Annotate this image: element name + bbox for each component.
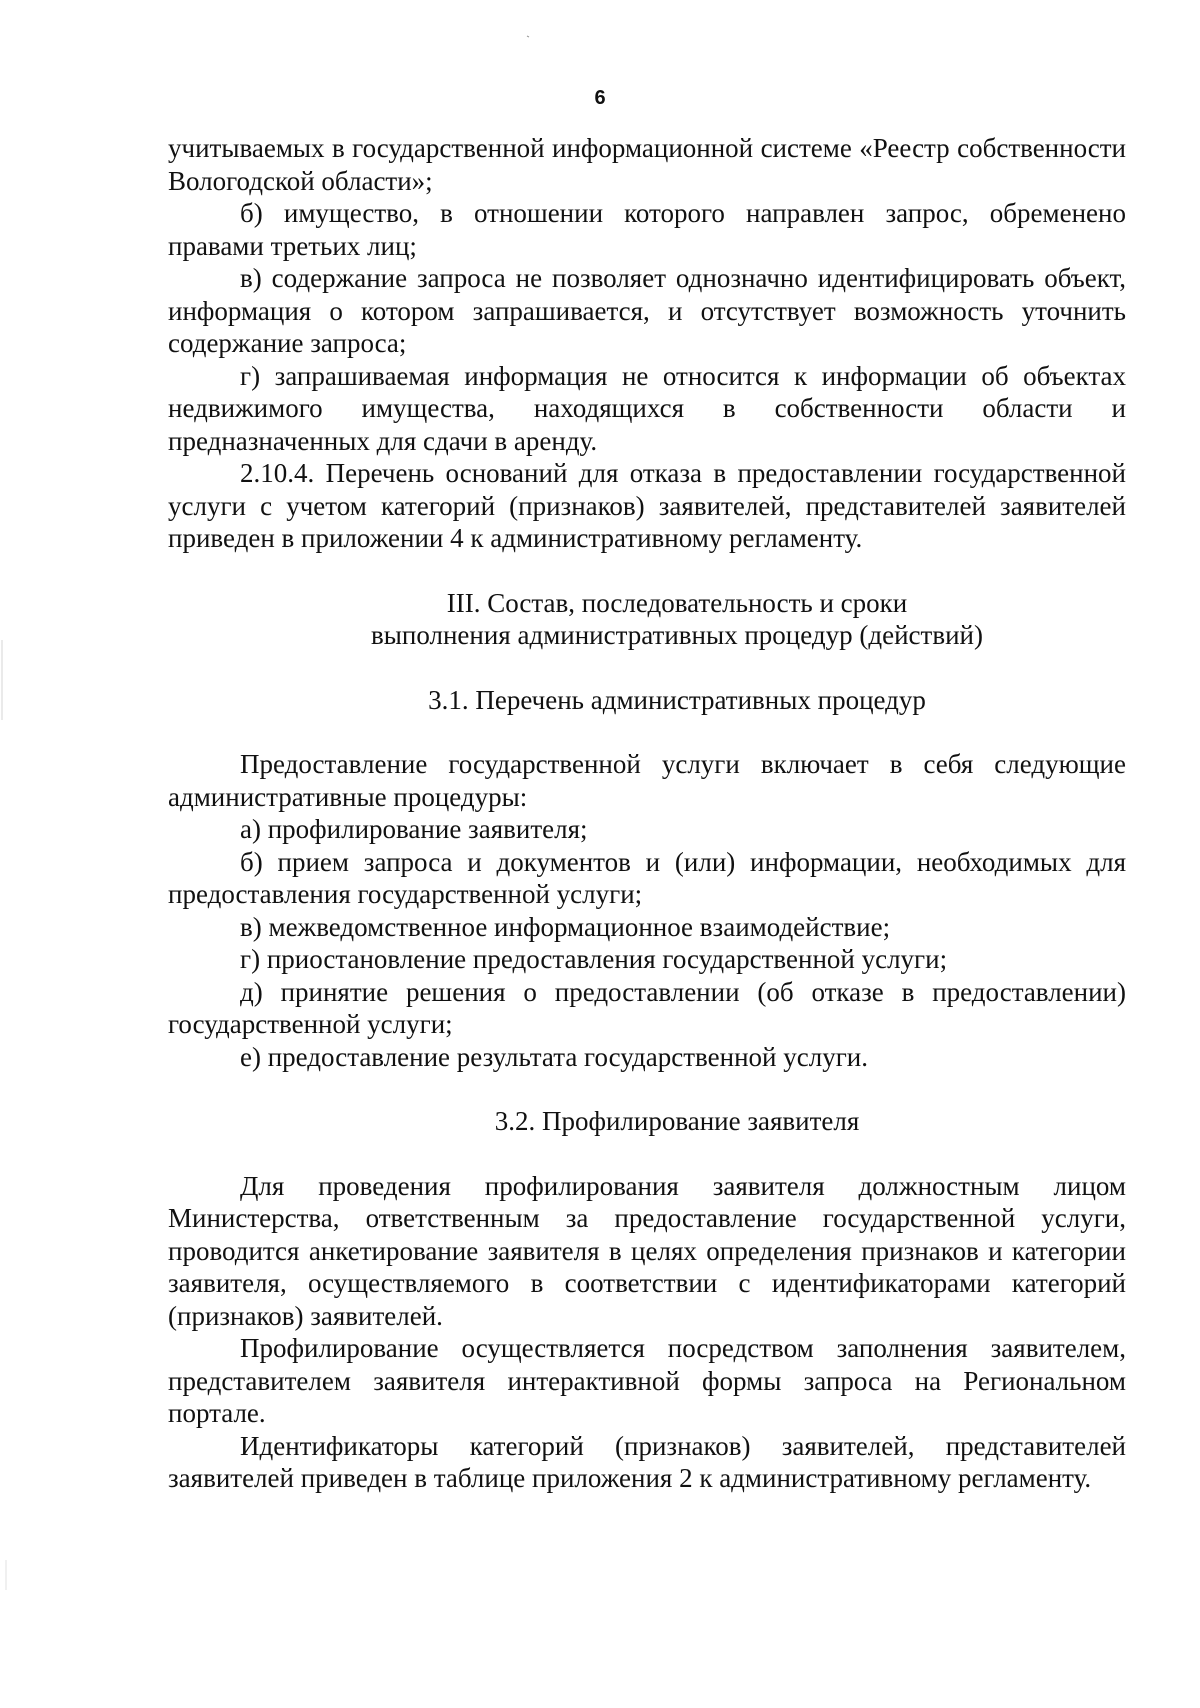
paragraph-profiling-purpose: Для проведения профилирования заявителя должностным лицом Министерства, ответственным за предоставление государственной услуги, проводится анкетирование заявителя в целях определения признаков и категории заявителя, осуществляемого в соответствии с идентификаторами категорий (признаков) заявителей. bbox=[168, 1170, 1126, 1331]
section-3-1-title: 3.1. Перечень административных процедур bbox=[428, 684, 926, 715]
list-item-a: а) профилирование заявителя; bbox=[240, 814, 588, 844]
paragraph-item-b-encumbrance: б) имущество, в отношении которого направлен запрос, обременено правами третьих лиц; bbox=[168, 198, 1126, 261]
list-item-d: д) принятие решения о предоставлении (об отказе в предоставлении) государственной услуги; bbox=[168, 976, 1126, 1039]
paragraph-item-v-request-content: в) содержание запроса не позволяет однозначно идентифицировать объект, информация о котором запрашивается, и отсутствует возможность уточнить содержание запроса; bbox=[168, 263, 1126, 358]
spacer bbox=[168, 1138, 1126, 1170]
document-body bbox=[168, 132, 1126, 1495]
spacer bbox=[168, 716, 1126, 748]
paragraph-identifiers: Идентификаторы категорий (признаков) заявителей, представителей заявителей приведен в таблице приложения 2 к административному регламенту. bbox=[168, 1430, 1126, 1493]
list-item-v: в) межведомственное информационное взаимодействие; bbox=[240, 911, 891, 942]
spacer bbox=[168, 555, 1126, 587]
paragraph-item-g-property-info: г) запрашиваемая информация не относится к информации об объектах недвижимого имущества, находящихся в собственности области и предназначенных для сдачи в аренду. bbox=[168, 360, 1126, 456]
list-item-b: б) прием запроса и документов и (или) информации, необходимых для предоставления государственной услуги; bbox=[168, 846, 1126, 909]
list-item-e: е) предоставление результата государственной услуги. bbox=[240, 1041, 868, 1072]
list-item-g: г) приостановление предоставления государственной услуги; bbox=[240, 944, 948, 974]
section-3-2-title: 3.2. Профилирование заявителя bbox=[494, 1106, 860, 1136]
section-3-title-line-1: III. Состав, последовательность и сроки bbox=[446, 587, 908, 618]
paragraph-profiling-method: Профилирование осуществляется посредством заполнения заявителем, представителем заявителя интерактивной формы запроса на Региональном портале. bbox=[168, 1333, 1126, 1428]
scan-dust-mark bbox=[527, 36, 529, 37]
paragraph-2-10-4: 2.10.4. Перечень оснований для отказа в предоставлении государственной услуги с учетом категорий (признаков) заявителей, представителей заявителей приведен в приложении 4 к административному регламенту. bbox=[168, 458, 1126, 553]
section-3-title-line-2: выполнения административных процедур (действий) bbox=[371, 620, 983, 650]
paragraph-registry-continuation: учитываемых в государственной информационной системе «Реестр собственности Вологодской области»; bbox=[168, 133, 1126, 196]
page-number: 6 bbox=[594, 87, 606, 109]
spacer bbox=[168, 1073, 1126, 1105]
spacer bbox=[168, 652, 1126, 684]
paragraph-procedures-intro: Предоставление государственной услуги включает в себя следующие административные процедуры: bbox=[168, 749, 1126, 812]
